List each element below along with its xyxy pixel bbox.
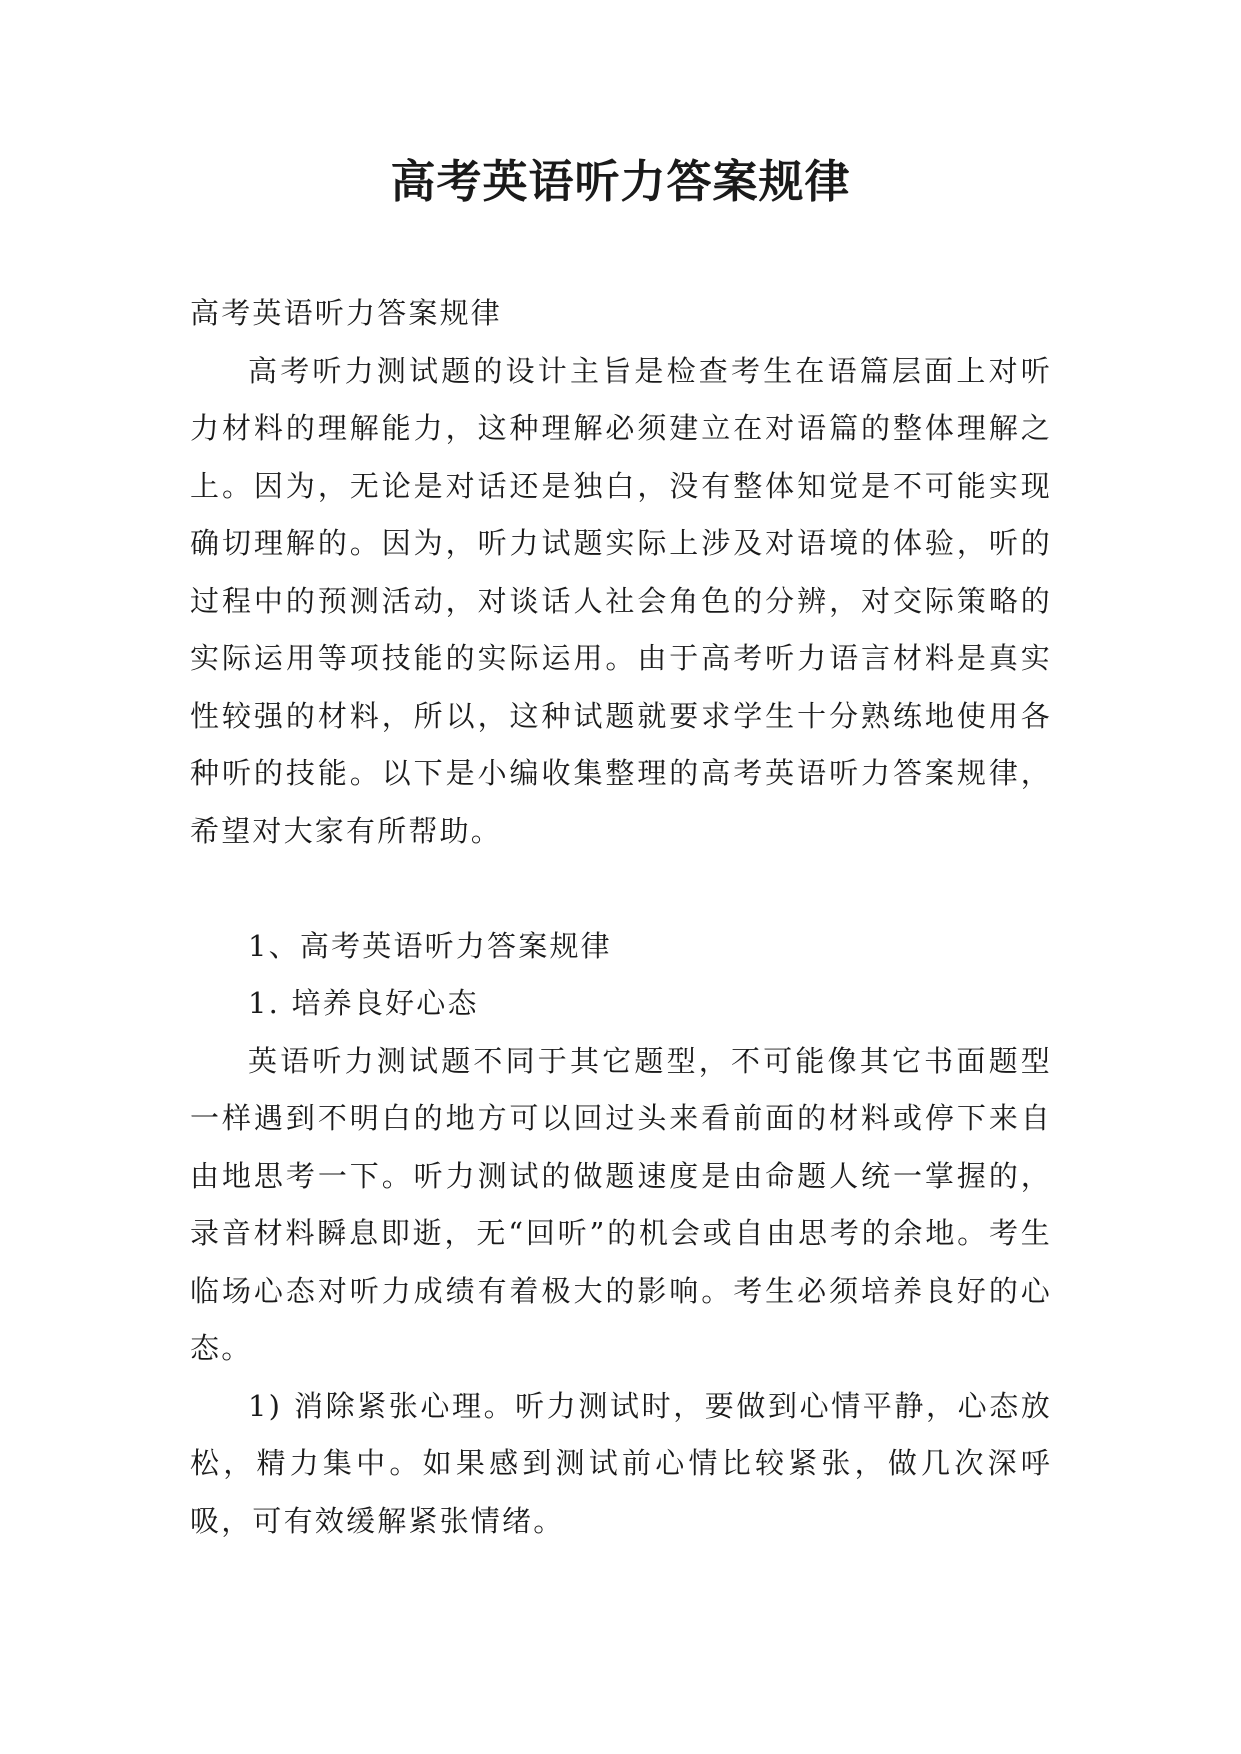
sub-point-paragraph: 1) 消除紧张心理。听力测试时，要做到心情平静，心态放松，精力集中。如果感到测试前心情比较紧张，做几次深呼吸，可有效缓解紧张情绪。 (190, 1388, 1052, 1538)
intro-paragraph: 高考听力测试题的设计主旨是检查考生在语篇层面上对听力材料的理解能力，这种理解必须建立在对语篇的整体理解之上。因为，无论是对话还是独白，没有整体知觉是不可能实现确切理解的。因为，听力试题实际上涉及对语境的体验，听的过程中的预测活动，对谈话人社会角色的分辨，对交际策略的实际运用等项技能的实际运用。由于高考听力语言材料是真实性较强的材料，所以，这种试题就要求学生十分熟练地使用各种听的技能。以下是小编收集整理的高考英语听力答案规律，希望对大家有所帮助。 (190, 353, 1052, 848)
point-body-paragraph: 英语听力测试题不同于其它题型，不可能像其它书面题型一样遇到不明白的地方可以回过头来看前面的材料或停下来自由地思考一下。听力测试的做题速度是由命题人统一掌握的，录音材料瞬息即逝，无“回听”的机会或自由思考的余地。考生临场心态对听力成绩有着极大的影响。考生必须培养良好的心态。 (190, 1043, 1052, 1365)
point-heading: 1. 培养良好心态 (248, 986, 479, 1020)
document-body (190, 285, 1052, 1550)
paragraph-spacer (190, 860, 1052, 918)
document-subtitle: 高考英语听力答案规律 (190, 296, 503, 330)
document-title: 高考英语听力答案规律 (390, 155, 851, 208)
section-heading: 1、高考英语听力答案规律 (248, 928, 612, 963)
